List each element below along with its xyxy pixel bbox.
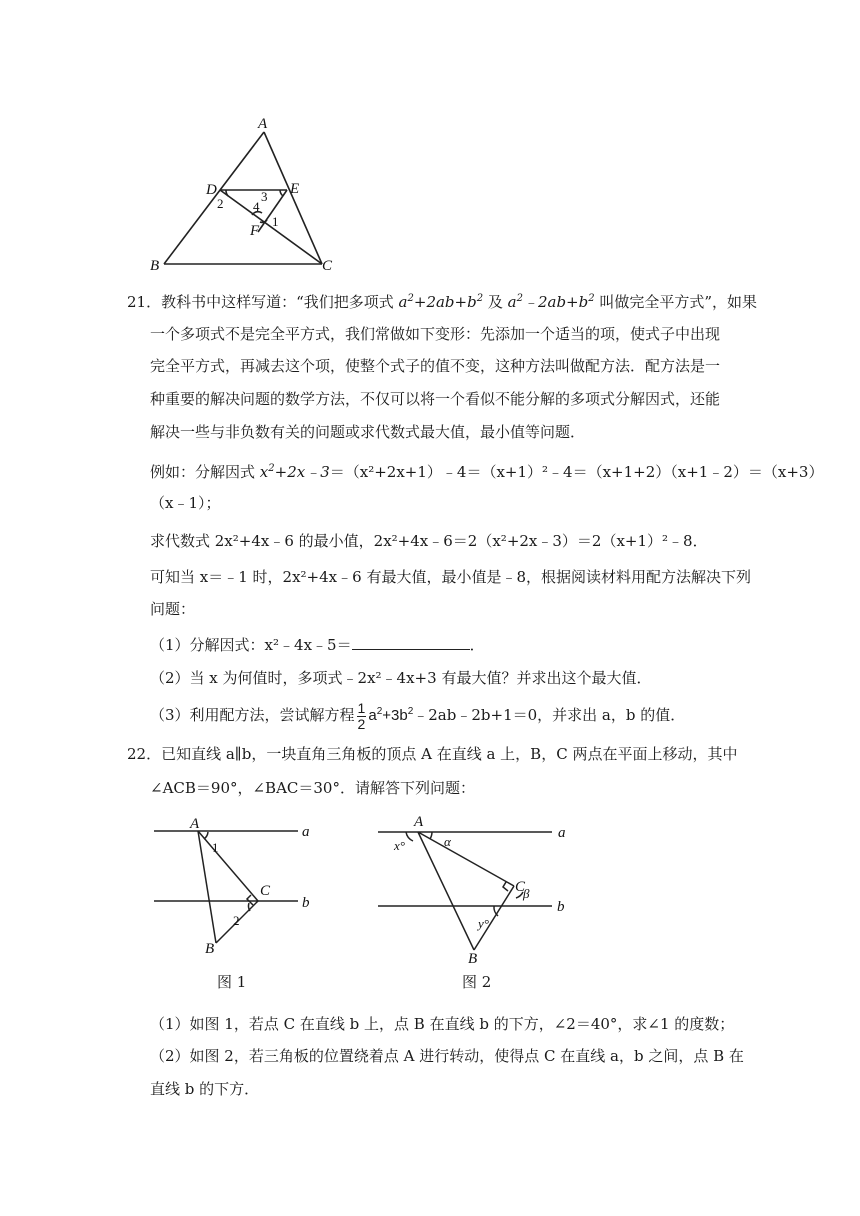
q22-sub2-line-1: （2）如图 2，若三角板的位置绕着点 A 进行转动，使得点 C 在直线 a，b 之间，点 B 在: [150, 1047, 744, 1065]
angle-label-3: 3: [261, 189, 268, 204]
fig2-angle-alpha: α: [444, 834, 451, 849]
q21-line-1: 21．教科书中这样写道：“我们把多项式 $a^2+2ab+b^2$ 及 $a^2﹣2ab+b^2$ 叫做完全平方式”，如果: [127, 293, 758, 311]
fig1-label-B: B: [205, 941, 215, 957]
segment-dc: [220, 190, 322, 264]
q21-sub2: （2）当 x 为何值时，多项式﹣2x²﹣4x+3 有最大值？并求出这个最大值．: [150, 669, 652, 687]
q22-sub1: （1）如图 1，若点 C 在直线 b 上，点 B 在直线 b 的下方，∠2＝40°，求∠1 的度数；: [150, 1015, 735, 1033]
side-ac: [418, 832, 514, 886]
q21-sub3: （3）利用配方法，尝试解方程 $\frac{1}{2}$ $a^2+3b^2﹣2ab﹣2b+1=0$，并求出 a，b 的值．: [150, 699, 686, 732]
q22-number: 22．: [127, 745, 162, 763]
label-C: C: [322, 258, 333, 274]
q22-line-1: 22．已知直线 a∥b，一块直角三角板的顶点 A 在直线 a 上，B，C 两点在平面上移动，其中: [127, 745, 738, 763]
side-ab: [164, 132, 264, 264]
side-ab: [418, 832, 474, 950]
figure-2: [374, 812, 574, 982]
fig2-angle-x: x°: [394, 838, 405, 853]
q21-min-line: 求代数式 2x²+4x﹣6 的最小值，2x²+4x﹣6＝2（x²+2x﹣3）＝2（x+1）²﹣8．: [150, 532, 708, 550]
fig2-label-A: A: [414, 814, 424, 830]
q21-know-cont: 问题：: [150, 600, 196, 618]
q21-example: 例如：分解因式 $x^2+2x﹣3=(x^2+2x+1)﹣4=(x+1)^2﹣4=(x+1+2)(x+1﹣2)=(x+3)$: [150, 463, 824, 481]
q22-line-2: ∠ACB＝90°，∠BAC＝30°．请解答下列问题：: [150, 779, 475, 797]
fig2-angle-beta: β: [523, 886, 530, 901]
q21-number: 21．: [127, 293, 162, 311]
angle-label-1: 1: [272, 214, 279, 229]
fig2-label-C: C: [515, 879, 526, 895]
fig2-label-B: B: [468, 951, 478, 967]
q21-know-line: 可知当 x＝﹣1 时，2x²+4x﹣6 有最大值，最小值是﹣8，根据阅读材料用配方法解决下列: [150, 568, 751, 586]
label-F: F: [250, 223, 260, 239]
q22-sub2-line-2: 直线 b 的下方．: [150, 1080, 260, 1098]
fig2-label-b: b: [557, 899, 565, 915]
answer-blank[interactable]: [352, 635, 470, 650]
fig2-label-a: a: [558, 825, 566, 841]
q21-example-cont: （x﹣1）；: [150, 494, 221, 512]
side-ac: [264, 132, 322, 264]
expr-perfect-square-2: $a^2﹣2ab+b^2$: [507, 293, 595, 311]
q21-line-5: 解决一些与非负数有关的问题或求代数式最大值，最小值等问题．: [150, 423, 586, 441]
triangle-abc-figure: [140, 110, 350, 280]
q21-line-4: 种重要的解决问题的数学方法，不仅可以将一个看似不能分解的多项式分解因式，还能: [150, 390, 721, 408]
fraction-one-half: $\frac{1}{2}$: [357, 699, 366, 732]
fig1-caption: 图 1: [217, 973, 247, 991]
label-A: A: [258, 116, 268, 132]
label-B: B: [150, 258, 160, 274]
q21-sub1: （1）分解因式：x²﹣4x﹣5＝ ．: [150, 636, 485, 654]
label-E: E: [290, 181, 300, 197]
fig1-label-a: a: [302, 824, 310, 840]
expr-perfect-square-1: $a^2+2ab+b^2$: [398, 293, 484, 311]
example-expression: $x^2+2x﹣3$: [259, 463, 330, 481]
fig2-caption: 图 2: [462, 973, 492, 991]
angle-label-4: 4: [253, 199, 260, 214]
q21-line-2: 一个多项式不是完全平方式，我们常做如下变形：先添加一个适当的项，使式子中出现: [150, 325, 721, 343]
fig2-angle-y: y°: [478, 916, 489, 931]
q21-line-3: 完全平方式，再减去这个项，使整个式子的值不变，这种方法叫做配方法．配方法是一: [150, 357, 721, 375]
fig1-label-C: C: [260, 883, 271, 899]
label-D: D: [206, 182, 217, 198]
fig1-angle-2: 2: [233, 913, 240, 928]
fig1-angle-1: 1: [212, 840, 219, 855]
fig1-label-A: A: [190, 816, 200, 832]
fig1-label-b: b: [302, 895, 310, 911]
figure-1: [150, 815, 320, 975]
angle-label-2: 2: [217, 196, 224, 211]
